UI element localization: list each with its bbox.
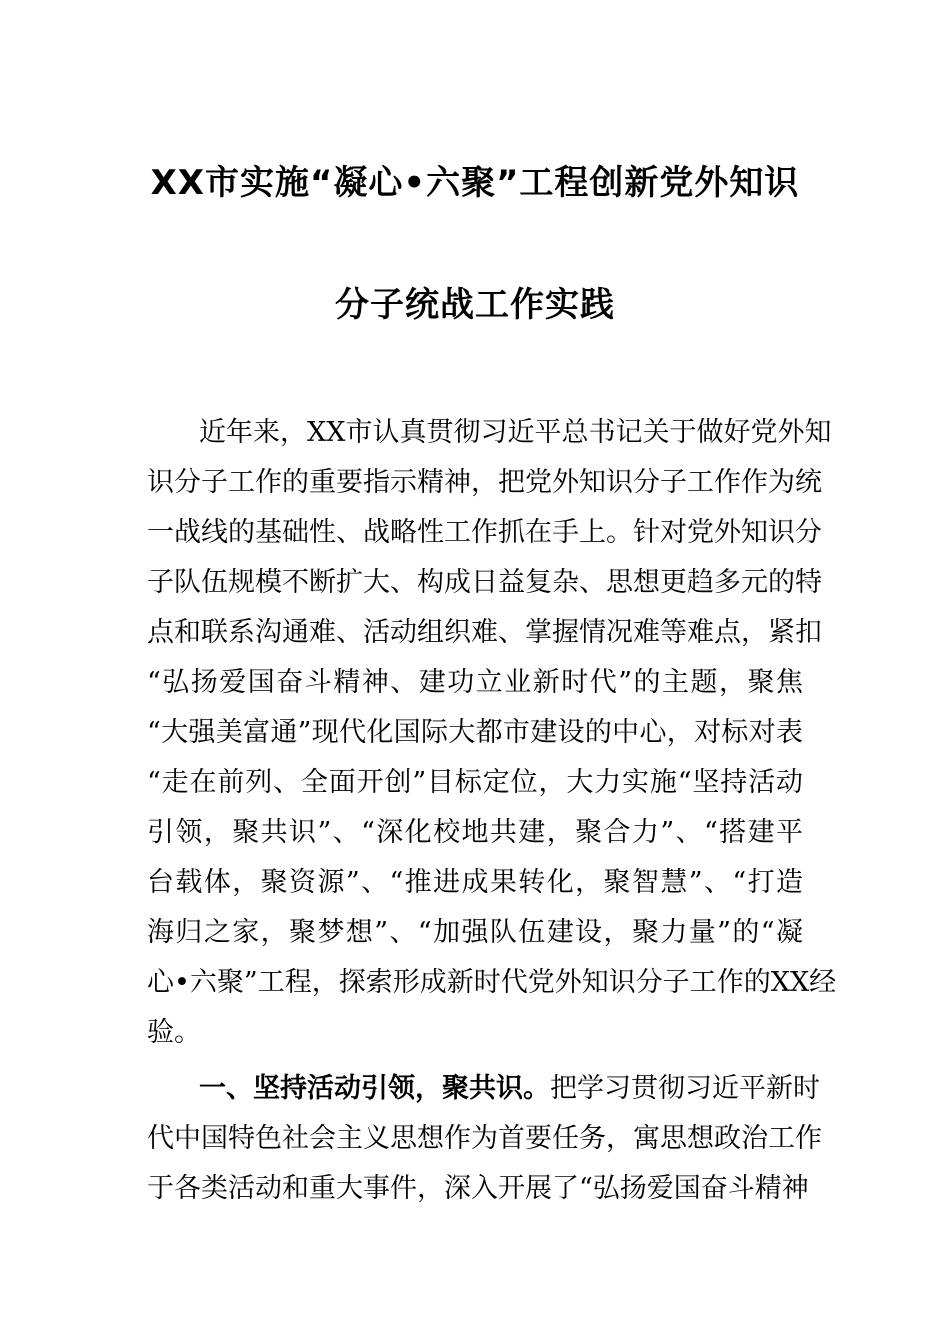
paragraph-line: 点和联系沟通难、活动组织难、掌握情况难等难点，紧扣 (147, 617, 822, 648)
paragraph-line: 于各类活动和重大事件，深入开展了“弘扬爱国奋斗精神 (147, 1173, 809, 1204)
paragraph-line: 代中国特色社会主义思想作为首要任务，寓思想政治工作 (147, 1123, 822, 1154)
paragraph-line: 识分子工作的重要指示精神，把党外知识分子工作作为统 (147, 467, 822, 498)
paragraph-line: 心•六聚”工程，探索形成新时代党外知识分子工作的XX经 (147, 967, 837, 998)
paragraph-line: 近年来，XX市认真贯彻习近平总书记关于做好党外知 (199, 417, 832, 448)
document-title-line-1: XX市实施“凝心•六聚”工程创新党外知识 (150, 163, 800, 203)
section-text: 把学习贯彻习近平新时 (550, 1073, 820, 1104)
paragraph-line: 海归之家，聚梦想”、“加强队伍建设，聚力量”的“凝 (147, 917, 803, 948)
paragraph-intro (147, 408, 837, 1058)
paragraph-line: 一战线的基础性、战略性工作抓在手上。针对党外知识分 (147, 517, 822, 548)
paragraph-line: “弘扬爱国奋斗精神、建功立业新时代”的主题，聚焦 (147, 667, 803, 698)
paragraph-line: 子队伍规模不断扩大、构成日益复杂、思想更趋多元的特 (147, 567, 822, 598)
paragraph-line: “走在前列、全面开创”目标定位，大力实施“坚持活动 (147, 767, 803, 798)
section-heading: 一、坚持活动引领，聚共识。 (199, 1073, 550, 1104)
paragraph-line: 台载体，聚资源”、“推进成果转化，聚智慧”、“打造 (147, 867, 803, 898)
paragraph-line: 验。 (147, 1017, 201, 1048)
paragraph-section-1 (147, 1064, 822, 1214)
paragraph-line: “大强美富通”现代化国际大都市建设的中心，对标对表 (147, 717, 803, 748)
paragraph-line: 引领，聚共识”、“深化校地共建，聚合力”、“搭建平 (147, 817, 803, 848)
paragraph-line (147, 1064, 820, 1114)
document-title-line-2: 分子统战工作实践 (335, 285, 615, 325)
